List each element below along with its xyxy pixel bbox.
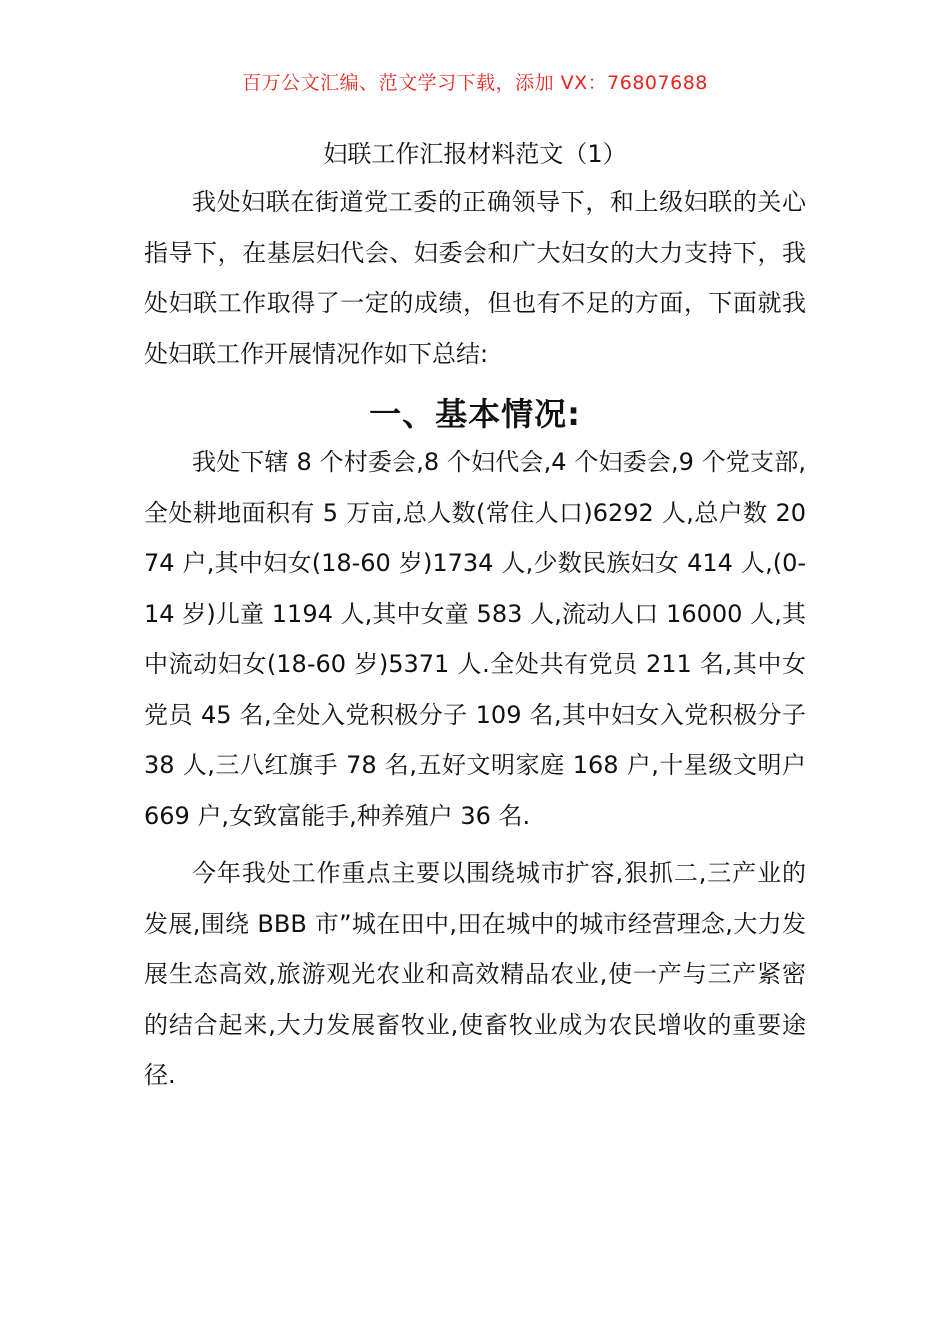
work-focus-paragraph-block	[144, 848, 806, 1101]
work-focus-paragraph: 今年我处工作重点主要以围绕城市扩容,狠抓二,三产业的发展,围绕 BBB 市”城在田中,田在城中的城市经营理念,大力发展生态高效,旅游观光农业和高效精品农业,使一产与三产紧密的结合起来,大力发展畜牧业,使畜牧业成为农民增收的重要途径.	[144, 859, 806, 1089]
intro-paragraph: 我处妇联在街道党工委的正确领导下，和上级妇联的关心指导下，在基层妇代会、妇委会和广大妇女的大力支持下，我处妇联工作取得了一定的成绩，但也有不足的方面，下面就我处妇联工作开展情况作如下总结:	[144, 188, 806, 368]
document-title: 妇联工作汇报材料范文（1）	[323, 140, 627, 168]
basic-info-paragraph: 我处下辖 8 个村委会,8 个妇代会,4 个妇委会,9 个党支部,全处耕地面积有 5 万亩,总人数(常住人口)6292 人,总户数 2074 户,其中妇女(18-60 岁)1734 人,少数民族妇女 414 人,(0-14 岁)儿童 1194 人,其中女童 583 人,流动人口 16000 人,其中流动妇女(18-60 岁)5371 人.全处共有党员 211 名,其中女党员 45 名,全处入党积极分子 109 名,其中妇女入党积极分子 38 人,三八红旗手 78 名,五好文明家庭 168 户,十星级文明户 669 户,女致富能手,种养殖户 36 名.	[144, 448, 806, 830]
intro-paragraph-block	[144, 177, 806, 379]
header-promo-note: 百万公文汇编、范文学习下载，添加 VX：76807688	[242, 72, 708, 94]
basic-info-paragraph-block	[144, 437, 806, 841]
section-heading-basic-info: 一、基本情况:	[369, 395, 581, 433]
